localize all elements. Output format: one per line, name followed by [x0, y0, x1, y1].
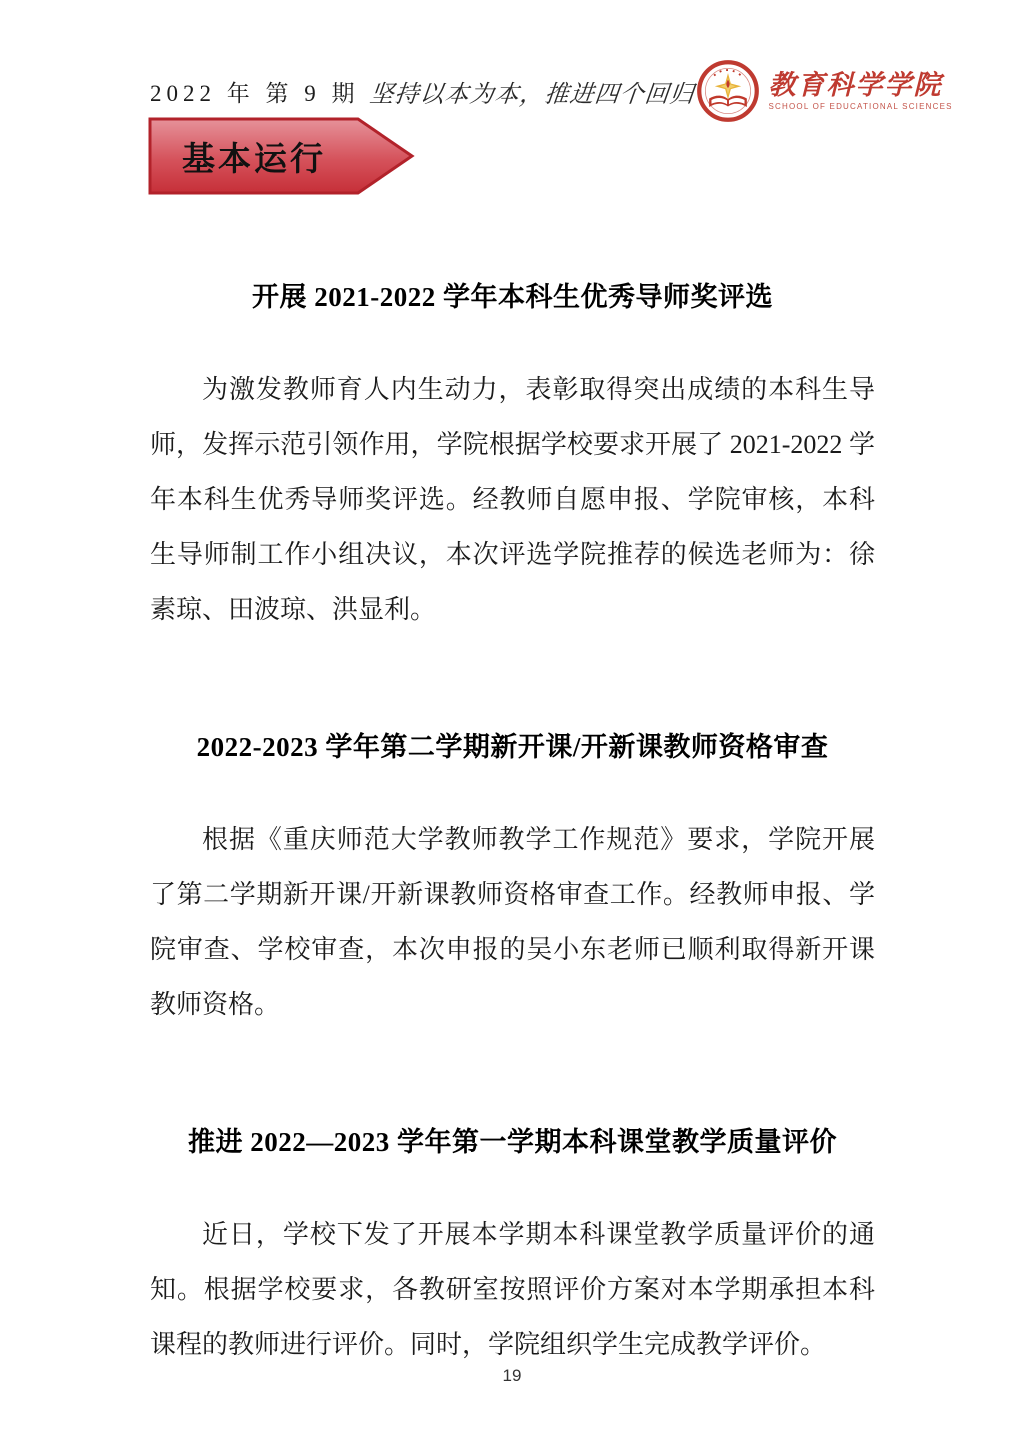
logo-name-en: SCHOOL OF EDUCATIONAL SCIENCES — [768, 102, 953, 112]
page-header — [150, 58, 953, 124]
page-number: 19 — [502, 1366, 522, 1385]
logo-text — [769, 71, 953, 112]
school-emblem-icon — [695, 58, 761, 124]
section-body-mentor-award: 为激发教师育人内生动力，表彰取得突出成绩的本科生导师，发挥示范引领作用，学院根据学校要求开展了 2021-2022 学年本科生优秀导师奖评选。经教师自愿申报、学院审核，本科生导师制工作小组决议，本次评选学院推荐的候选老师为：徐素琼、田波琼、洪显利。 — [150, 375, 875, 624]
section-title-teacher-qualification: 2022-2023 学年第二学期新开课/开新课教师资格审查 — [196, 732, 829, 762]
page-content — [150, 255, 875, 1372]
header-slogan: 坚持以本为本，推进四个回归 — [367, 81, 696, 108]
section-body-teaching-quality: 近日，学校下发了开展本学期本科课堂教学质量评价的通知。根据学校要求，各教研室按照评价方案对本学期承担本科课程的教师进行评价。同时，学院组织学生完成教学评价。 — [150, 1220, 875, 1359]
section-title-mentor-award: 开展 2021-2022 学年本科生优秀导师奖评选 — [252, 282, 773, 312]
section-body-teacher-qualification: 根据《重庆师范大学教师教学工作规范》要求，学院开展了第二学期新开课/开新课教师资格审查工作。经教师申报、学院审查、学校审查，本次申报的吴小东老师已顺利取得新开课教师资格。 — [150, 825, 875, 1019]
section-title-teaching-quality: 推进 2022—2023 学年第一学期本科课堂教学质量评价 — [188, 1127, 837, 1157]
section-banner — [148, 117, 416, 195]
banner-title: 基本运行 — [182, 141, 326, 178]
school-logo — [695, 58, 953, 124]
logo-name-cn: 教育科学学院 — [768, 69, 943, 100]
issue-label: 2022 年 第 9 期 — [150, 80, 360, 106]
